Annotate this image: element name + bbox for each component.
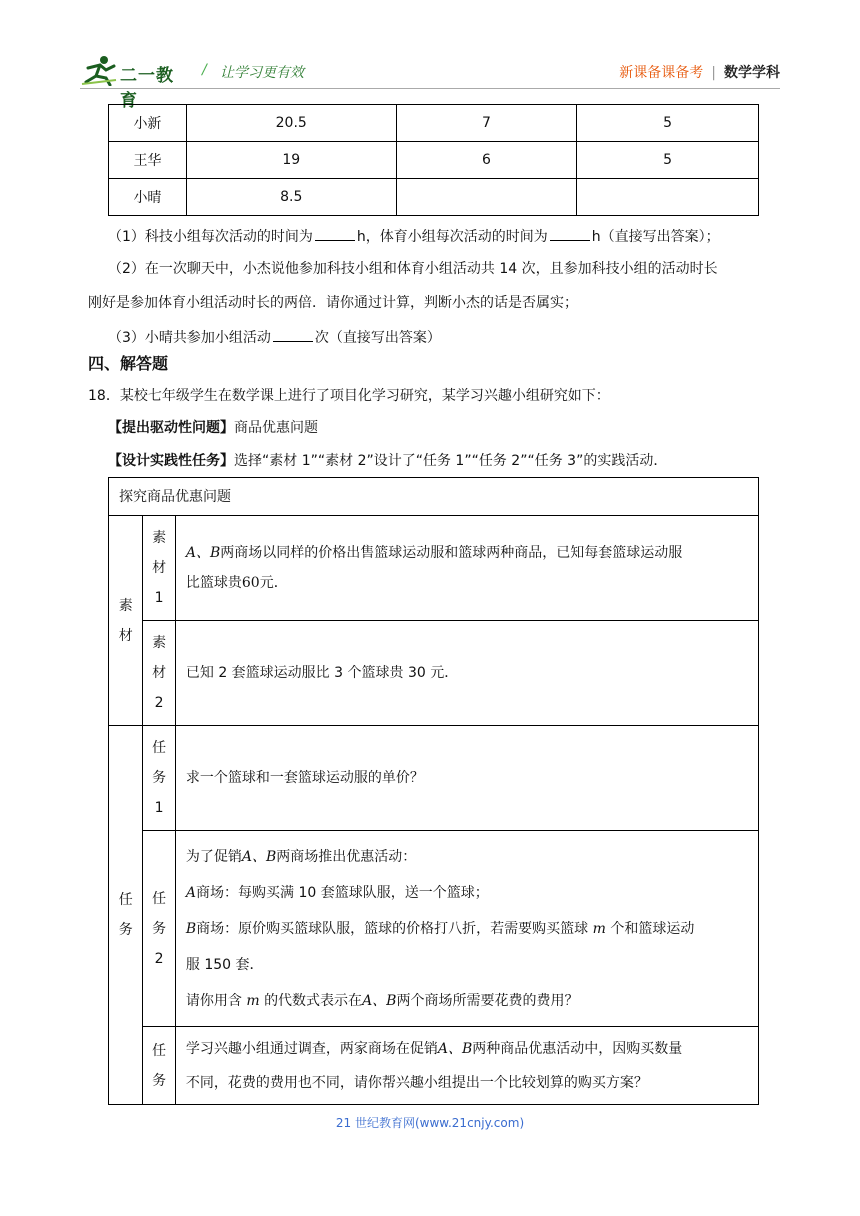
category-material: [109, 516, 143, 726]
question-3: [108, 327, 441, 348]
text-span: 请你用含: [185, 992, 242, 1009]
question-1: [108, 226, 720, 247]
task-table: [108, 477, 759, 1105]
label-char: 材: [152, 665, 167, 681]
label-char: 1: [154, 590, 164, 606]
design-task-text: 选择“素材 1”“素材 2”设计了“任务 1”“任务 2”“任务 3”的实践活动．: [234, 453, 668, 469]
question-1-text: h（直接写出答案）；: [591, 229, 720, 245]
label-char: 务: [152, 1072, 167, 1089]
table-row: [109, 726, 759, 831]
table-cell: 6: [396, 142, 577, 179]
text-span: 两商场推出优惠活动：: [276, 848, 417, 865]
label-char: 务: [152, 920, 167, 937]
math-var: A: [185, 884, 196, 901]
math-number: 60: [241, 575, 260, 591]
label-char: 任: [152, 1042, 167, 1059]
text-span: 商场：原价购买篮球队服，篮球的价格打八折，若需要购买篮球: [196, 920, 589, 937]
answer-blank: [273, 327, 313, 342]
logo: [80, 54, 190, 111]
material-2-label: [143, 621, 175, 726]
table-cell: 小新: [109, 105, 187, 142]
task-3-text: [175, 1027, 758, 1105]
table-cell: 19: [186, 142, 396, 179]
text-span: 两商场以同样的价格出售篮球运动服和篮球两种商品，已知每套篮球运动服: [220, 545, 683, 561]
text-span: 商场：每购买满 10 套篮球队服，送一个篮球；: [196, 884, 489, 901]
activity-table: [108, 104, 759, 216]
label-char: 任: [152, 740, 167, 756]
text-span: 不同，花费的费用也不同，请你帮兴趣小组提出一个比较划算的购买方案？: [185, 1074, 648, 1091]
label-char: 1: [154, 800, 164, 816]
logo-text: 二一教育: [120, 66, 174, 111]
label-char: 务: [152, 770, 167, 786]
question-3-text: 次（直接写出答案）: [314, 330, 441, 346]
math-var: A、B: [362, 992, 397, 1009]
table-cell: 20.5: [186, 105, 396, 142]
table-cell: 7: [396, 105, 577, 142]
runner-logo-icon: [80, 54, 120, 86]
table-row: [109, 831, 759, 1027]
text-span: 学习兴趣小组通过调查，两家商场在促销: [185, 1040, 438, 1057]
question-2-line-1: （2）在一次聊天中，小杰说他参加科技小组和体育小组活动共 14 次，且参加科技小组的活动时长: [108, 261, 718, 277]
footer-source: 21 世纪教育网(www.21cnjy.com): [335, 1116, 525, 1130]
design-task-label: 【设计实践性任务】: [108, 453, 234, 469]
driving-question: [108, 418, 318, 438]
material-2-text: 已知 2 套篮球运动服比 3 个篮球贵 30 元．: [175, 621, 758, 726]
section-title: 四、解答题: [88, 354, 169, 373]
header-divider: [80, 88, 780, 89]
task-3-label: [143, 1027, 175, 1105]
text-span: 为了促销: [185, 848, 242, 865]
math-var: B: [185, 920, 197, 937]
question-1-text: h，体育小组每次活动的时间为: [356, 229, 548, 245]
math-var: m: [246, 992, 260, 1009]
task-table-header: 探究商品优惠问题: [109, 478, 759, 516]
text-span: 个和篮球运动: [610, 920, 695, 937]
page-header: [80, 54, 780, 111]
table-row: [109, 621, 759, 726]
task-1-text: 求一个篮球和一套篮球运动服的单价？: [175, 726, 758, 831]
task-2-label: [143, 831, 175, 1027]
table-row: [109, 478, 759, 516]
problem-18-intro: 18．某校七年级学生在数学课上进行了项目化学习研究，某学习兴趣小组研究如下：: [88, 388, 610, 404]
category-char: 材: [118, 627, 133, 644]
text-span: 比篮球贵: [185, 575, 242, 591]
category-task: [109, 726, 143, 1105]
table-cell: [396, 179, 577, 216]
header-subject-label: 数学学科: [724, 65, 780, 81]
question-2-line-2: 刚好是参加体育小组活动时长的两倍．请你通过计算，判断小杰的话是否属实；: [88, 295, 578, 311]
table-cell: 5: [577, 142, 759, 179]
label-char: 2: [154, 950, 164, 967]
answer-blank: [550, 226, 590, 241]
label-char: 任: [152, 890, 167, 907]
table-cell: 王华: [109, 142, 187, 179]
label-char: 2: [154, 695, 164, 711]
material-1-text: [175, 516, 758, 621]
task-2-text: [175, 831, 758, 1027]
math-var: m: [592, 920, 606, 937]
table-row: [109, 179, 759, 216]
table-cell: [577, 179, 759, 216]
label-char: 材: [152, 560, 167, 576]
question-1-text: （1）科技小组每次活动的时间为: [108, 229, 313, 245]
table-row: [109, 105, 759, 142]
table-row: [109, 142, 759, 179]
header-subject: [619, 62, 780, 82]
category-char: 素: [118, 597, 133, 614]
header-course-label: 新课备课备考: [619, 65, 704, 81]
table-cell: 小晴: [109, 179, 187, 216]
answer-blank: [315, 226, 355, 241]
header-separator: |: [711, 65, 716, 81]
table-row: [109, 516, 759, 621]
math-var: A、B: [241, 848, 277, 865]
math-var: A、B: [185, 545, 221, 561]
category-char: 务: [118, 922, 133, 938]
text-span: 两个商场所需要花费的费用？: [396, 992, 579, 1009]
slogan: 让学习更有效: [220, 65, 304, 81]
text-span: 服 150 套．: [185, 956, 264, 973]
table-cell: 5: [577, 105, 759, 142]
task-1-label: [143, 726, 175, 831]
question-3-text: （3）小晴共参加小组活动: [108, 330, 271, 346]
label-char: 素: [152, 530, 167, 546]
math-var: A、B: [437, 1040, 473, 1057]
material-1-label: [143, 516, 175, 621]
text-span: 的代数式表示在: [264, 992, 363, 1009]
design-task: [108, 451, 667, 471]
table-cell: 8.5: [186, 179, 396, 216]
text-span: 两种商品优惠活动中，因购买数量: [472, 1040, 683, 1057]
table-row: [109, 1027, 759, 1105]
driving-question-label: 【提出驱动性问题】: [108, 420, 234, 436]
driving-question-text: 商品优惠问题: [234, 420, 318, 436]
text-span: 元．: [259, 575, 288, 591]
slogan-divider: /: [202, 62, 207, 78]
category-char: 任: [118, 892, 133, 908]
label-char: 素: [152, 635, 167, 651]
